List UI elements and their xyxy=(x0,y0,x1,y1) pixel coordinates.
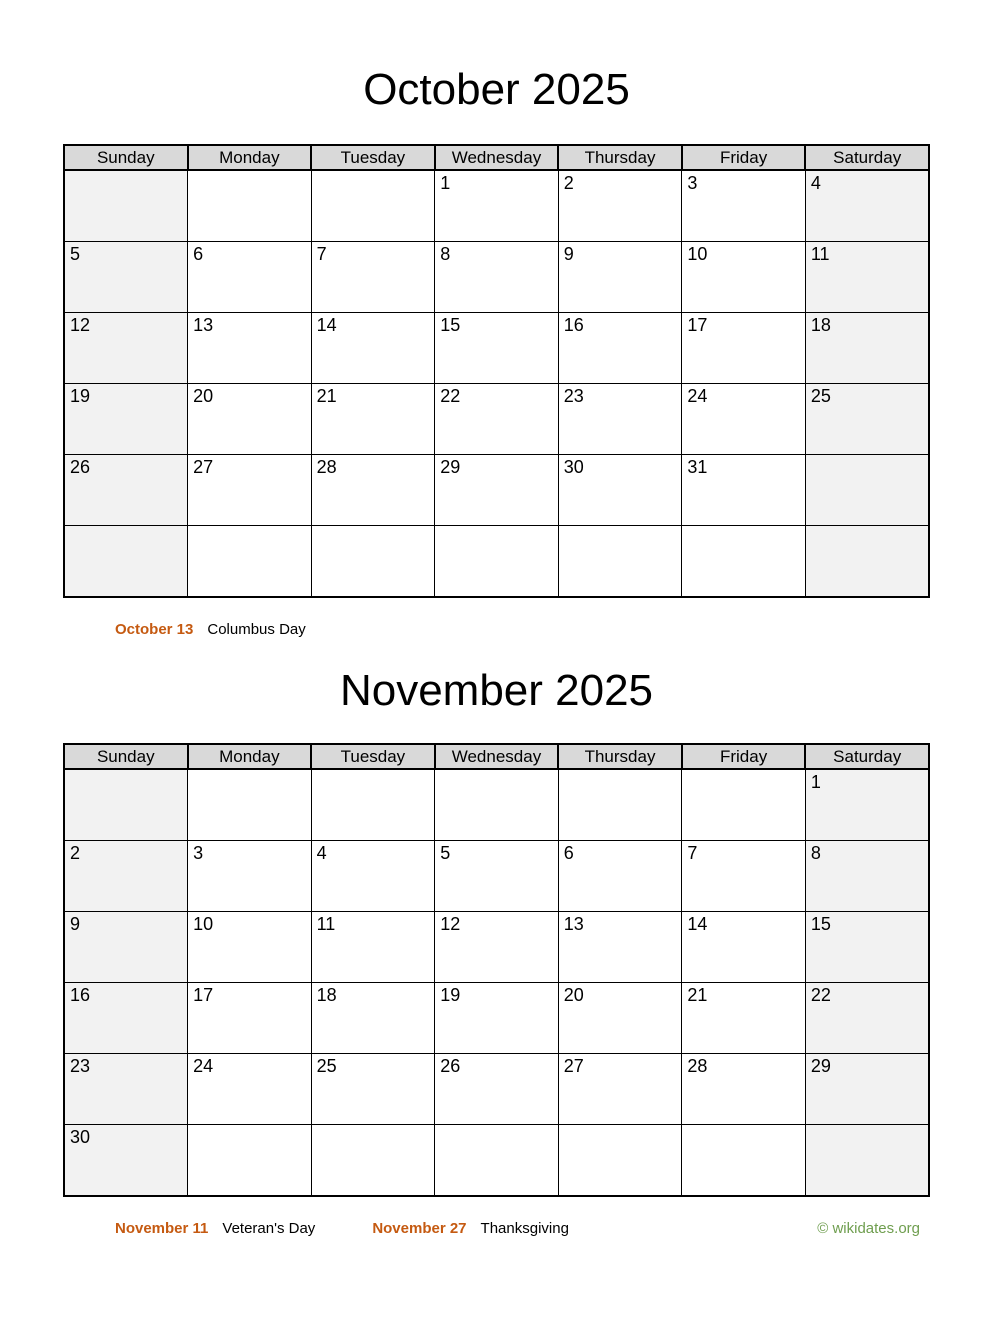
day-cell xyxy=(435,242,559,313)
day-number: 8 xyxy=(810,843,821,863)
day-number: 12 xyxy=(440,914,461,934)
day-cell xyxy=(558,983,682,1054)
day-cell xyxy=(435,313,559,384)
day-cell xyxy=(682,313,806,384)
day-cell xyxy=(558,455,682,526)
day-number: 5 xyxy=(70,244,81,264)
day-number: 29 xyxy=(440,457,461,477)
day-number: 26 xyxy=(70,457,91,477)
day-cell xyxy=(558,384,682,455)
day-cell xyxy=(64,1125,188,1197)
day-cell xyxy=(805,526,929,598)
day-number: 13 xyxy=(563,914,584,934)
day-number: 20 xyxy=(563,985,584,1005)
day-cell xyxy=(682,170,806,242)
holiday-note xyxy=(115,620,306,640)
day-cell xyxy=(188,242,312,313)
day-cell xyxy=(311,983,435,1054)
day-header-wednesday: Wednesday xyxy=(435,145,559,170)
day-cell xyxy=(805,313,929,384)
day-number: 19 xyxy=(70,386,91,406)
day-number: 11 xyxy=(316,914,336,934)
day-number: 28 xyxy=(316,457,337,477)
day-number: 21 xyxy=(316,386,337,406)
holiday-name: Columbus Day xyxy=(207,621,306,638)
day-cell xyxy=(805,841,929,912)
holiday-note xyxy=(115,1219,315,1239)
day-header-row xyxy=(64,145,929,170)
day-cell xyxy=(188,769,312,841)
day-number: 18 xyxy=(316,985,337,1005)
day-header-wednesday: Wednesday xyxy=(435,744,559,769)
day-number: 22 xyxy=(810,985,831,1005)
week-row xyxy=(64,455,929,526)
day-cell xyxy=(188,1125,312,1197)
day-number: 4 xyxy=(316,843,327,863)
day-cell xyxy=(311,526,435,598)
week-row xyxy=(64,769,929,841)
day-number: 17 xyxy=(193,985,214,1005)
day-number: 27 xyxy=(193,457,214,477)
week-row xyxy=(64,1125,929,1197)
day-number: 18 xyxy=(810,315,831,335)
day-number: 13 xyxy=(193,315,214,335)
day-cell xyxy=(435,1125,559,1197)
day-number: 16 xyxy=(563,315,584,335)
day-cell xyxy=(188,455,312,526)
day-number: 8 xyxy=(440,244,451,264)
day-number: 19 xyxy=(440,985,461,1005)
month-title: October 2025 xyxy=(363,65,630,114)
day-cell xyxy=(435,912,559,983)
day-header-friday: Friday xyxy=(682,145,806,170)
day-header-row xyxy=(64,744,929,769)
day-cell xyxy=(805,384,929,455)
day-cell xyxy=(435,384,559,455)
day-header-thursday: Thursday xyxy=(558,145,682,170)
month-october xyxy=(63,62,930,640)
day-cell xyxy=(311,455,435,526)
day-header-sunday: Sunday xyxy=(64,145,188,170)
day-number: 1 xyxy=(440,173,451,193)
day-number: 30 xyxy=(563,457,584,477)
day-header-tuesday: Tuesday xyxy=(311,744,435,769)
day-cell xyxy=(311,313,435,384)
day-number: 23 xyxy=(70,1056,91,1076)
day-cell xyxy=(64,912,188,983)
day-number: 11 xyxy=(810,244,830,264)
day-number: 30 xyxy=(70,1127,91,1147)
day-number: 16 xyxy=(70,985,91,1005)
day-cell xyxy=(682,242,806,313)
day-cell xyxy=(64,384,188,455)
day-cell xyxy=(188,841,312,912)
day-number: 7 xyxy=(687,843,698,863)
copyright-link: © wikidates.org xyxy=(817,1220,920,1237)
day-header-monday: Monday xyxy=(188,744,312,769)
day-cell xyxy=(682,912,806,983)
day-cell xyxy=(64,313,188,384)
day-cell xyxy=(435,1054,559,1125)
day-cell xyxy=(805,1125,929,1197)
week-row xyxy=(64,384,929,455)
holiday-notes xyxy=(63,620,930,640)
day-cell xyxy=(805,983,929,1054)
day-number: 2 xyxy=(70,843,81,863)
day-number: 2 xyxy=(563,173,574,193)
week-row xyxy=(64,313,929,384)
day-number: 21 xyxy=(687,985,708,1005)
day-cell xyxy=(805,242,929,313)
holiday-date: November 27 xyxy=(372,1220,467,1237)
week-row xyxy=(64,242,929,313)
week-row xyxy=(64,983,929,1054)
day-number: 9 xyxy=(70,914,81,934)
day-cell xyxy=(435,455,559,526)
holiday-date: November 11 xyxy=(115,1220,209,1237)
day-number: 10 xyxy=(193,914,214,934)
day-cell xyxy=(435,769,559,841)
day-header-friday: Friday xyxy=(682,744,806,769)
day-number: 31 xyxy=(687,457,708,477)
day-cell xyxy=(435,170,559,242)
day-number: 15 xyxy=(810,914,831,934)
month-title: November 2025 xyxy=(339,666,654,715)
day-number: 20 xyxy=(193,386,214,406)
day-number: 29 xyxy=(810,1056,831,1076)
day-cell xyxy=(805,769,929,841)
day-number: 17 xyxy=(687,315,708,335)
day-number: 7 xyxy=(316,244,327,264)
day-cell xyxy=(558,313,682,384)
holiday-date: October 13 xyxy=(115,621,194,638)
holiday-name: Veteran's Day xyxy=(222,1220,316,1237)
calendar-table xyxy=(63,144,930,598)
day-cell xyxy=(682,526,806,598)
day-cell xyxy=(682,384,806,455)
day-cell xyxy=(435,841,559,912)
day-header-saturday: Saturday xyxy=(805,744,929,769)
day-number: 14 xyxy=(687,914,708,934)
day-header-saturday: Saturday xyxy=(805,145,929,170)
day-cell xyxy=(558,769,682,841)
day-cell xyxy=(682,769,806,841)
day-number: 15 xyxy=(440,315,461,335)
day-number: 1 xyxy=(810,772,821,792)
day-number: 14 xyxy=(316,315,337,335)
day-cell xyxy=(311,769,435,841)
day-number: 5 xyxy=(440,843,451,863)
day-number: 25 xyxy=(810,386,831,406)
day-cell xyxy=(188,313,312,384)
day-cell xyxy=(188,912,312,983)
day-number: 6 xyxy=(193,244,204,264)
week-row xyxy=(64,912,929,983)
day-cell xyxy=(64,170,188,242)
day-cell xyxy=(682,841,806,912)
day-cell xyxy=(805,170,929,242)
day-cell xyxy=(558,242,682,313)
day-cell xyxy=(311,384,435,455)
week-row xyxy=(64,170,929,242)
day-number: 22 xyxy=(440,386,461,406)
day-cell xyxy=(682,455,806,526)
day-cell xyxy=(64,526,188,598)
day-number: 25 xyxy=(316,1056,337,1076)
holiday-note xyxy=(372,1219,569,1239)
day-header-thursday: Thursday xyxy=(558,744,682,769)
day-number: 26 xyxy=(440,1056,461,1076)
day-number: 28 xyxy=(687,1056,708,1076)
day-cell xyxy=(558,841,682,912)
holiday-notes xyxy=(63,1219,930,1239)
day-cell xyxy=(805,1054,929,1125)
day-cell xyxy=(805,455,929,526)
day-cell xyxy=(311,170,435,242)
calendar-page xyxy=(0,62,989,1239)
day-cell xyxy=(64,1054,188,1125)
day-cell xyxy=(64,841,188,912)
day-number: 9 xyxy=(563,244,574,264)
month-november xyxy=(63,663,930,1239)
day-number: 6 xyxy=(563,843,574,863)
week-row xyxy=(64,526,929,598)
day-cell xyxy=(558,526,682,598)
day-header-sunday: Sunday xyxy=(64,744,188,769)
day-cell xyxy=(188,384,312,455)
day-cell xyxy=(64,242,188,313)
day-number: 3 xyxy=(193,843,204,863)
day-header-tuesday: Tuesday xyxy=(311,145,435,170)
day-cell xyxy=(558,1125,682,1197)
day-cell xyxy=(188,170,312,242)
day-cell xyxy=(311,912,435,983)
day-number: 12 xyxy=(70,315,91,335)
calendar-table xyxy=(63,743,930,1197)
day-number: 23 xyxy=(563,386,584,406)
day-cell xyxy=(188,983,312,1054)
day-number: 3 xyxy=(687,173,698,193)
day-cell xyxy=(64,455,188,526)
day-cell xyxy=(311,1125,435,1197)
day-cell xyxy=(558,912,682,983)
day-number: 27 xyxy=(563,1056,584,1076)
day-number: 24 xyxy=(193,1056,214,1076)
day-cell xyxy=(188,1054,312,1125)
week-row xyxy=(64,841,929,912)
day-number: 10 xyxy=(687,244,708,264)
holiday-name: Thanksgiving xyxy=(480,1220,569,1237)
day-cell xyxy=(805,912,929,983)
day-cell xyxy=(558,170,682,242)
week-row xyxy=(64,1054,929,1125)
day-cell xyxy=(682,1054,806,1125)
day-cell xyxy=(311,242,435,313)
day-cell xyxy=(682,1125,806,1197)
day-cell xyxy=(311,841,435,912)
day-header-monday: Monday xyxy=(188,145,312,170)
day-cell xyxy=(435,526,559,598)
day-cell xyxy=(682,983,806,1054)
day-number: 4 xyxy=(810,173,821,193)
day-number: 24 xyxy=(687,386,708,406)
day-cell xyxy=(311,1054,435,1125)
day-cell xyxy=(64,983,188,1054)
day-cell xyxy=(435,983,559,1054)
day-cell xyxy=(64,769,188,841)
day-cell xyxy=(558,1054,682,1125)
day-cell xyxy=(188,526,312,598)
